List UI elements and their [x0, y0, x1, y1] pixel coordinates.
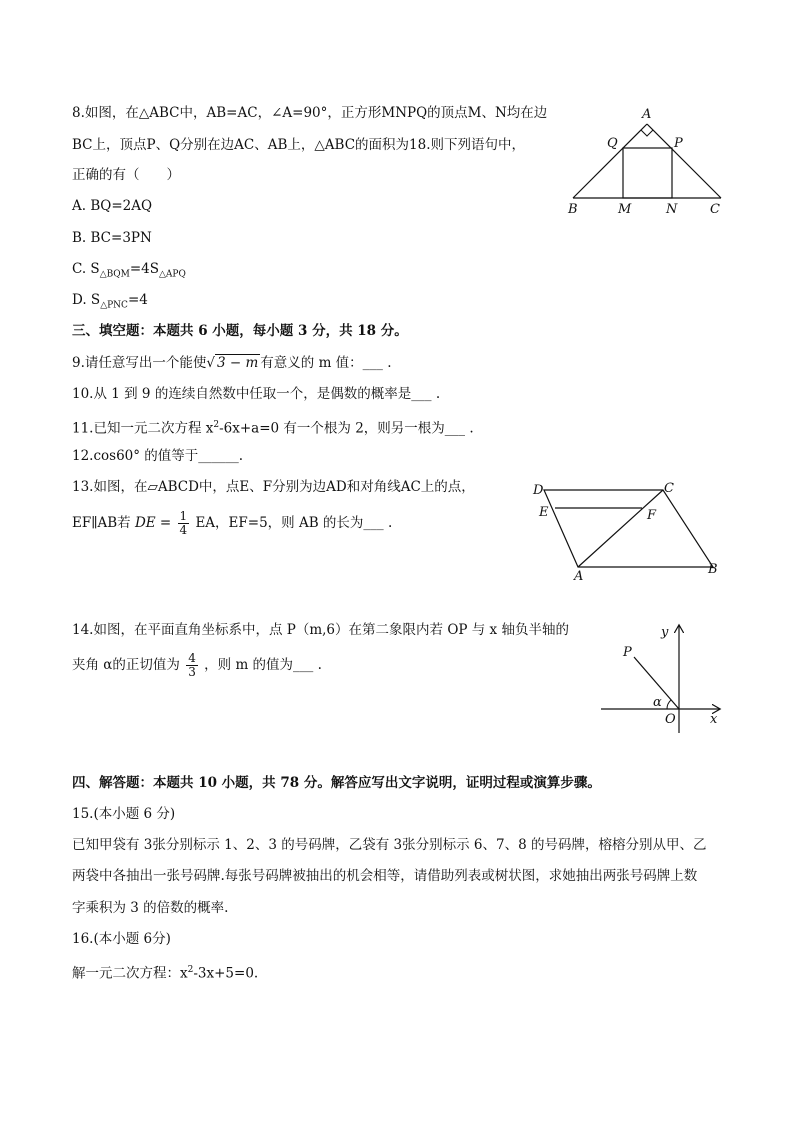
- q16-prefix: 解一元二次方程：x: [72, 965, 188, 982]
- q13-frac-num: 1: [179, 509, 188, 523]
- q13-label-C: C: [664, 481, 674, 496]
- q13-prefix: EF∥AB若: [72, 515, 131, 531]
- q8-option-c-mid: =4S: [129, 261, 159, 277]
- q12-text: 12.cos60° 的值等于______.: [72, 448, 244, 464]
- q14-frac-den: 3: [188, 665, 196, 679]
- q8-label-Q: Q: [607, 136, 618, 151]
- q13-label-F: F: [647, 508, 657, 523]
- q8-option-d-prefix: D. S: [72, 292, 101, 308]
- q8-option-d-sub: △PNC: [100, 300, 128, 311]
- q13-label-B: B: [708, 562, 718, 577]
- q14-label-x: x: [710, 712, 718, 727]
- q8-triangle-figure: [560, 100, 735, 220]
- q13-label-E: E: [539, 505, 549, 520]
- q8-label-M: M: [618, 202, 632, 217]
- q14-prefix: 夹角 α的正切值为: [72, 657, 180, 673]
- q9-suffix: 有意义的 m 值：___ .: [260, 355, 392, 371]
- q14-line2: [72, 650, 322, 680]
- q11-suffix: -6x+a=0 有一个根为 2，则另一根为___ .: [219, 420, 474, 437]
- q8-option-a: A. BQ=2AQ: [72, 198, 153, 214]
- q13-label-A: A: [574, 569, 584, 584]
- q9-prefix: 9.请任意写出一个能使: [72, 355, 207, 371]
- q8-line2: BC上，顶点P、Q分别在边AC、AB上，△ABC的面积为18.则下列语句中，: [72, 137, 526, 153]
- q13-parallelogram-figure: [530, 478, 730, 588]
- q8-label-P: P: [674, 136, 683, 151]
- q14-label-alpha: α: [653, 695, 662, 710]
- q8-option-b: B. BC=3PN: [72, 230, 152, 246]
- q13-frac-den: 4: [179, 523, 188, 537]
- q15-line3: 字乘积为 3 的倍数的概率.: [72, 900, 229, 916]
- q8-line1: 8.如图，在△ABC中，AB=AC，∠A=90°，正方形MNPQ的顶点M、N均在边: [72, 105, 548, 121]
- q16-equation: [72, 961, 258, 983]
- q13-frac-rhs: EA，EF=5，则 AB 的长为___ .: [195, 515, 393, 531]
- q13-line2: [72, 508, 392, 538]
- section3-heading: 三、填空题：本题共 6 小题，每小题 3 分，共 18 分。: [72, 323, 408, 339]
- q11-prefix: 11.已知一元二次方程 x: [72, 420, 214, 437]
- q11-text: [72, 416, 474, 438]
- q8-label-C: C: [710, 202, 720, 217]
- section4-heading: 四、解答题：本题共 10 小题，共 78 分。解答应写出文字说明，证明过程或演算步骤。: [72, 775, 601, 791]
- q8-option-d-suffix: =4: [127, 292, 148, 308]
- q14-label-O: O: [665, 712, 676, 727]
- q8-label-B: B: [568, 202, 578, 217]
- q8-option-c-prefix: C. S: [72, 261, 100, 277]
- q8-label-N: N: [666, 202, 678, 217]
- q15-line2: 两袋中各抽出一张号码牌.每张号码牌被抽出的机会相等，请借助列表或树状图，求她抽出两张号码牌上数: [72, 868, 698, 884]
- q10-text: 10.从 1 到 9 的连续自然数中任取一个，是偶数的概率是___ .: [72, 386, 441, 402]
- q8-option-c-sub1: △BQM: [99, 269, 130, 280]
- q15-line1: 已知甲袋有 3张分别标示 1、2、3 的号码牌，乙袋有 3张分别标示 6、7、8 的号码牌，榕榕分别从甲、乙: [72, 837, 707, 853]
- q8-option-d: [72, 291, 148, 315]
- q14-line1: 14.如图，在平面直角坐标系中，点 P（m,6）在第二象限内若 OP 与 x 轴负半轴的: [72, 622, 569, 638]
- q9-text: 9.请任意写出一个能使√ 3 − m 有意义的 m 值：___ .: [72, 355, 392, 371]
- q14-fraction: [186, 652, 198, 679]
- q14-label-P: P: [623, 645, 632, 660]
- q8-label-A: A: [642, 107, 652, 122]
- q14-label-y: y: [661, 625, 669, 640]
- q14-frac-num: 4: [188, 651, 196, 665]
- q13-label-D: D: [533, 483, 544, 498]
- q8-option-c: [72, 260, 186, 284]
- q11-sup: 2: [213, 420, 220, 430]
- q14-suffix: ，则 m 的值为___ .: [204, 657, 322, 673]
- q14-coordinate-figure: [595, 620, 730, 735]
- q8-option-c-sub2: △APQ: [158, 269, 186, 280]
- q13-fraction: [178, 510, 190, 537]
- q16-suffix: -3x+5=0.: [193, 965, 259, 982]
- q16-sup: 2: [187, 965, 194, 975]
- q16-title: 16.(本小题 6分): [72, 931, 171, 947]
- q15-title: 15.(本小题 6 分): [72, 806, 176, 822]
- q9-radicand: 3 − m: [217, 355, 259, 371]
- q13-frac-lhs: DE =: [134, 515, 172, 531]
- q8-line3: 正确的有（ ）: [72, 167, 180, 183]
- q13-line1: 13.如图，在▱ABCD中，点E、F分别为边AD和对角线AC上的点，: [72, 479, 475, 495]
